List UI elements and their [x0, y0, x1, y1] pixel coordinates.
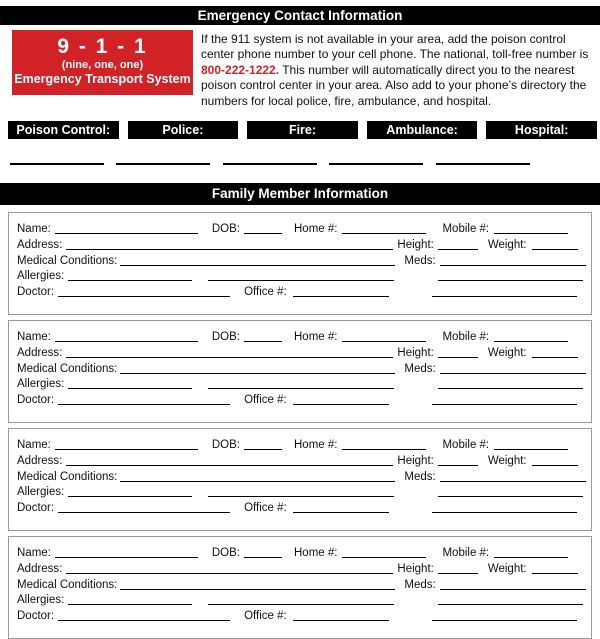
name-label: Name:: [17, 547, 51, 560]
family-row-address: [17, 560, 583, 576]
home-phone-field-line[interactable]: [342, 222, 426, 234]
doctor-field-line[interactable]: [58, 501, 230, 513]
office-phone-label: Office #:: [244, 394, 287, 407]
allergies-field-line-2[interactable]: [208, 593, 394, 605]
911-phonetic: (nine, one, one): [61, 59, 144, 71]
family-row-doctor: [17, 391, 583, 407]
family-row-doctor: [17, 499, 583, 515]
allergies-label: Allergies:: [17, 486, 65, 499]
dob-label: DOB:: [211, 223, 240, 236]
meds-field-line[interactable]: [440, 470, 586, 482]
home-phone-label: Home #:: [294, 547, 338, 560]
family-member-block: [8, 212, 592, 315]
contact-label-poison-control: Poison Control:: [8, 121, 119, 139]
weight-field-line[interactable]: [532, 346, 578, 358]
family-row-allergies: [17, 591, 583, 607]
medical-conditions-label: Medical Conditions:: [17, 254, 118, 267]
hospital-field-line[interactable]: [436, 163, 530, 165]
doctor-label: Doctor:: [17, 502, 55, 515]
height-label: Height:: [397, 562, 434, 575]
allergies-label: Allergies:: [17, 378, 65, 391]
family-row-allergies: [17, 483, 583, 499]
office-phone-field-line[interactable]: [293, 609, 389, 621]
allergies-label: Allergies:: [17, 594, 65, 607]
dob-field-line[interactable]: [244, 330, 282, 342]
mobile-phone-label: Mobile #:: [442, 439, 490, 452]
medical-conditions-label: Medical Conditions:: [17, 362, 118, 375]
mobile-phone-field-line[interactable]: [494, 222, 568, 234]
weight-field-line[interactable]: [532, 454, 578, 466]
medical-conditions-field-line[interactable]: [120, 254, 395, 266]
fire-field-line[interactable]: [223, 163, 317, 165]
dob-label: DOB:: [211, 331, 240, 344]
family-row-allergies: [17, 267, 583, 283]
office-phone-field-line[interactable]: [293, 285, 389, 297]
home-phone-field-line[interactable]: [342, 438, 426, 450]
height-field-line[interactable]: [438, 562, 478, 574]
ambulance-field-line[interactable]: [329, 163, 423, 165]
contact-fill-in-row: [10, 163, 600, 169]
height-label: Height:: [397, 454, 434, 467]
office-phone-field-line[interactable]: [293, 393, 389, 405]
allergies-field-line[interactable]: [68, 485, 192, 497]
poison-control-field-line[interactable]: [10, 163, 104, 165]
doctor-label: Doctor:: [17, 394, 55, 407]
office-phone-label: Office #:: [244, 610, 287, 623]
meds-label: Meds:: [404, 470, 436, 483]
family-row-doctor: [17, 607, 583, 623]
meds-field-line-2[interactable]: [438, 377, 583, 389]
doctor-field-line[interactable]: [58, 393, 230, 405]
mobile-phone-field-line[interactable]: [494, 438, 568, 450]
meds-field-line-3[interactable]: [432, 501, 577, 513]
family-member-header: Family Member Information: [0, 183, 600, 205]
weight-field-line[interactable]: [532, 562, 578, 574]
allergies-field-line-2[interactable]: [208, 269, 394, 281]
address-field-line[interactable]: [66, 346, 393, 358]
emergency-contact-form: [0, 6, 600, 629]
contact-label-row: [8, 121, 597, 139]
family-row-address: [17, 344, 583, 360]
allergies-field-line[interactable]: [68, 593, 192, 605]
poison-control-phone-number: 800-222-1222.: [201, 62, 280, 77]
height-field-line[interactable]: [438, 454, 478, 466]
address-label: Address:: [17, 454, 63, 467]
meds-label: Meds:: [404, 362, 436, 375]
height-label: Height:: [397, 238, 434, 251]
dob-label: DOB:: [211, 439, 240, 452]
contact-label-police: Police:: [128, 121, 239, 139]
family-member-block: [8, 320, 592, 423]
dob-field-line[interactable]: [244, 546, 282, 558]
family-row-name: [17, 436, 583, 452]
office-phone-label: Office #:: [244, 502, 287, 515]
family-member-block: [8, 536, 592, 639]
height-label: Height:: [397, 346, 434, 359]
home-phone-label: Home #:: [294, 223, 338, 236]
meds-field-line-2[interactable]: [438, 269, 583, 281]
family-row-address: [17, 236, 583, 252]
dob-field-line[interactable]: [244, 438, 282, 450]
medical-conditions-field-line[interactable]: [120, 470, 395, 482]
doctor-label: Doctor:: [17, 286, 55, 299]
contact-label-ambulance: Ambulance:: [367, 121, 478, 139]
doctor-label: Doctor:: [17, 610, 55, 623]
contact-label-hospital: Hospital:: [486, 121, 597, 139]
instructions-before-phone: If the 911 system is not available in your area, add the poison control center phone number to your cell phone. The national, toll-free number is: [201, 32, 589, 62]
911-caption: Emergency Transport System: [14, 72, 191, 86]
mobile-phone-field-line[interactable]: [494, 330, 568, 342]
family-row-medical: [17, 360, 583, 376]
medical-conditions-label: Medical Conditions:: [17, 578, 118, 591]
address-label: Address:: [17, 346, 63, 359]
meds-label: Meds:: [404, 254, 436, 267]
911-number: 9 - 1 - 1: [57, 35, 148, 58]
weight-label: Weight:: [487, 238, 527, 251]
emergency-contact-header: Emergency Contact Information: [0, 6, 600, 25]
allergies-field-line-2[interactable]: [208, 485, 394, 497]
name-label: Name:: [17, 223, 51, 236]
home-phone-field-line[interactable]: [342, 546, 426, 558]
home-phone-label: Home #:: [294, 331, 338, 344]
doctor-field-line[interactable]: [58, 285, 230, 297]
doctor-field-line[interactable]: [58, 609, 230, 621]
meds-field-line[interactable]: [440, 578, 586, 590]
meds-label: Meds:: [404, 578, 436, 591]
mobile-phone-label: Mobile #:: [442, 547, 490, 560]
address-label: Address:: [17, 562, 63, 575]
meds-field-line-3[interactable]: [432, 393, 577, 405]
weight-label: Weight:: [487, 454, 527, 467]
instructions-after-phone: This number will automatically direct you to the nearest poison control center in your area. Also add to your phone’s directory the numbers for local police, fire, ambulance, and hospital.: [201, 62, 587, 108]
family-row-medical: [17, 468, 583, 484]
emergency-info-row: [0, 30, 600, 109]
home-phone-field-line[interactable]: [342, 330, 426, 342]
medical-conditions-field-line[interactable]: [120, 362, 395, 374]
allergies-field-line-2[interactable]: [208, 377, 394, 389]
meds-field-line-2[interactable]: [438, 485, 583, 497]
weight-label: Weight:: [487, 346, 527, 359]
medical-conditions-label: Medical Conditions:: [17, 470, 118, 483]
name-field-line[interactable]: [55, 222, 198, 234]
police-field-line[interactable]: [116, 163, 210, 165]
meds-field-line-2[interactable]: [438, 593, 583, 605]
instructions-text: [201, 32, 595, 109]
meds-field-line[interactable]: [440, 362, 586, 374]
family-row-doctor: [17, 283, 583, 299]
office-phone-field-line[interactable]: [293, 501, 389, 513]
name-field-line[interactable]: [55, 330, 198, 342]
weight-label: Weight:: [487, 562, 527, 575]
address-field-line[interactable]: [66, 562, 393, 574]
mobile-phone-label: Mobile #:: [442, 223, 490, 236]
name-field-line[interactable]: [55, 438, 198, 450]
family-row-name: [17, 544, 583, 560]
meds-field-line-3[interactable]: [432, 285, 577, 297]
family-member-list: [8, 212, 592, 639]
family-row-address: [17, 452, 583, 468]
height-field-line[interactable]: [438, 346, 478, 358]
weight-field-line[interactable]: [532, 238, 578, 250]
911-badge: [12, 30, 193, 95]
address-field-line[interactable]: [66, 454, 393, 466]
name-label: Name:: [17, 439, 51, 452]
address-label: Address:: [17, 238, 63, 251]
name-label: Name:: [17, 331, 51, 344]
dob-label: DOB:: [211, 547, 240, 560]
family-member-block: [8, 428, 592, 531]
family-row-medical: [17, 252, 583, 268]
allergies-label: Allergies:: [17, 270, 65, 283]
height-field-line[interactable]: [438, 238, 478, 250]
family-row-allergies: [17, 375, 583, 391]
family-row-name: [17, 328, 583, 344]
medical-conditions-field-line[interactable]: [120, 578, 395, 590]
address-field-line[interactable]: [66, 238, 393, 250]
mobile-phone-field-line[interactable]: [494, 546, 568, 558]
dob-field-line[interactable]: [244, 222, 282, 234]
allergies-field-line[interactable]: [68, 377, 192, 389]
meds-field-line-3[interactable]: [432, 609, 577, 621]
name-field-line[interactable]: [55, 546, 198, 558]
office-phone-label: Office #:: [244, 286, 287, 299]
family-row-name: [17, 220, 583, 236]
contact-label-fire: Fire:: [247, 121, 358, 139]
meds-field-line[interactable]: [440, 254, 586, 266]
home-phone-label: Home #:: [294, 439, 338, 452]
allergies-field-line[interactable]: [68, 269, 192, 281]
mobile-phone-label: Mobile #:: [442, 331, 490, 344]
family-row-medical: [17, 576, 583, 592]
